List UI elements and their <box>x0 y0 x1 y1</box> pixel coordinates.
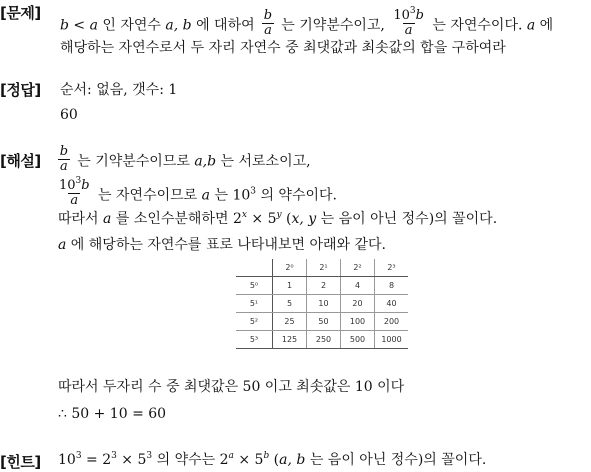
table-row <box>236 277 408 295</box>
table-cell: 1 <box>273 277 307 295</box>
hint-line: $10^3 = 2^3 \times 5^3$ 의 약수는 $2^a \times 5^b$ (a, b 는 음이 아닌 정수)의 꼴이다. <box>58 451 487 468</box>
table-cell: 10 <box>307 295 341 313</box>
explanation-label: [해설] <box>0 152 41 170</box>
table-cell: 2¹ <box>307 259 341 277</box>
explanation-line-2: $\frac{10^3b}{a}$ 는 자연수이므로 a 는 $10^3$ 의 약수이다. <box>59 176 337 208</box>
table-cell: 4 <box>341 277 375 295</box>
explanation-line-3: 따라서 a 를 소인수분해하면 $2^x \times 5^y$ (x, y 는 음이 아닌 정수)의 꼴이다. <box>58 210 498 227</box>
table-cell: 50 <box>307 313 341 331</box>
table-row <box>236 331 408 349</box>
table-cell <box>236 259 273 277</box>
table-cell: 5¹ <box>236 295 273 313</box>
table-cell: 2 <box>307 277 341 295</box>
table-cell: 250 <box>307 331 341 349</box>
table-header-row <box>236 259 408 277</box>
explanation-line-6: ∴ 50 + 10 = 60 <box>58 406 167 422</box>
table-cell: 40 <box>375 295 409 313</box>
fraction-b-over-a: $\frac{b}{a}$ <box>263 8 273 38</box>
answer-line-1: 순서: 없음, 갯수: 1 <box>60 82 178 98</box>
table-row <box>236 295 408 313</box>
table-cell: 5⁰ <box>236 277 273 295</box>
table-cell: 200 <box>375 313 409 331</box>
table-cell: 2³ <box>375 259 409 277</box>
table-cell: 500 <box>341 331 375 349</box>
problem-label: [문제] <box>0 4 41 22</box>
table-cell: 100 <box>341 313 375 331</box>
table-cell: 2² <box>341 259 375 277</box>
table-cell: 1000 <box>375 331 409 349</box>
table-cell: 8 <box>375 277 409 295</box>
table-row <box>236 313 408 331</box>
problem-line-1: b < a 인 자연수 a, b 에 대하여 $\frac{b}{a}$ 는 기약분수이고, $\frac{10^3b}{a}$ 는 자연수이다. a 에 <box>60 6 554 38</box>
table-cell: 5² <box>236 313 273 331</box>
answer-line-2: 60 <box>60 107 78 123</box>
hint-label: [힌트] <box>0 453 41 471</box>
explanation-line-5: 따라서 두자리 수 중 최댓값은 50 이고 최솟값은 10 이다 <box>58 379 405 395</box>
table-cell: 2⁰ <box>273 259 307 277</box>
explanation-line-4: a 에 해당하는 자연수를 표로 나타내보면 아래와 같다. <box>58 237 386 253</box>
table-cell: 125 <box>273 331 307 349</box>
table-cell: 20 <box>341 295 375 313</box>
table-cell: 5 <box>273 295 307 313</box>
explanation-line-1: $\frac{b}{a}$ 는 기약분수이므로 a,b 는 서로소이고, <box>59 144 311 174</box>
fraction-1000b-over-a: $\frac{10^3b}{a}$ <box>393 6 424 38</box>
divisor-table <box>236 259 408 349</box>
table-cell: 5³ <box>236 331 273 349</box>
answer-label: [정답] <box>0 81 41 99</box>
table-cell: 25 <box>273 313 307 331</box>
problem-line-2: 해당하는 자연수로서 두 자리 자연수 중 최댓값과 최솟값의 합을 구하여라 <box>60 40 506 56</box>
